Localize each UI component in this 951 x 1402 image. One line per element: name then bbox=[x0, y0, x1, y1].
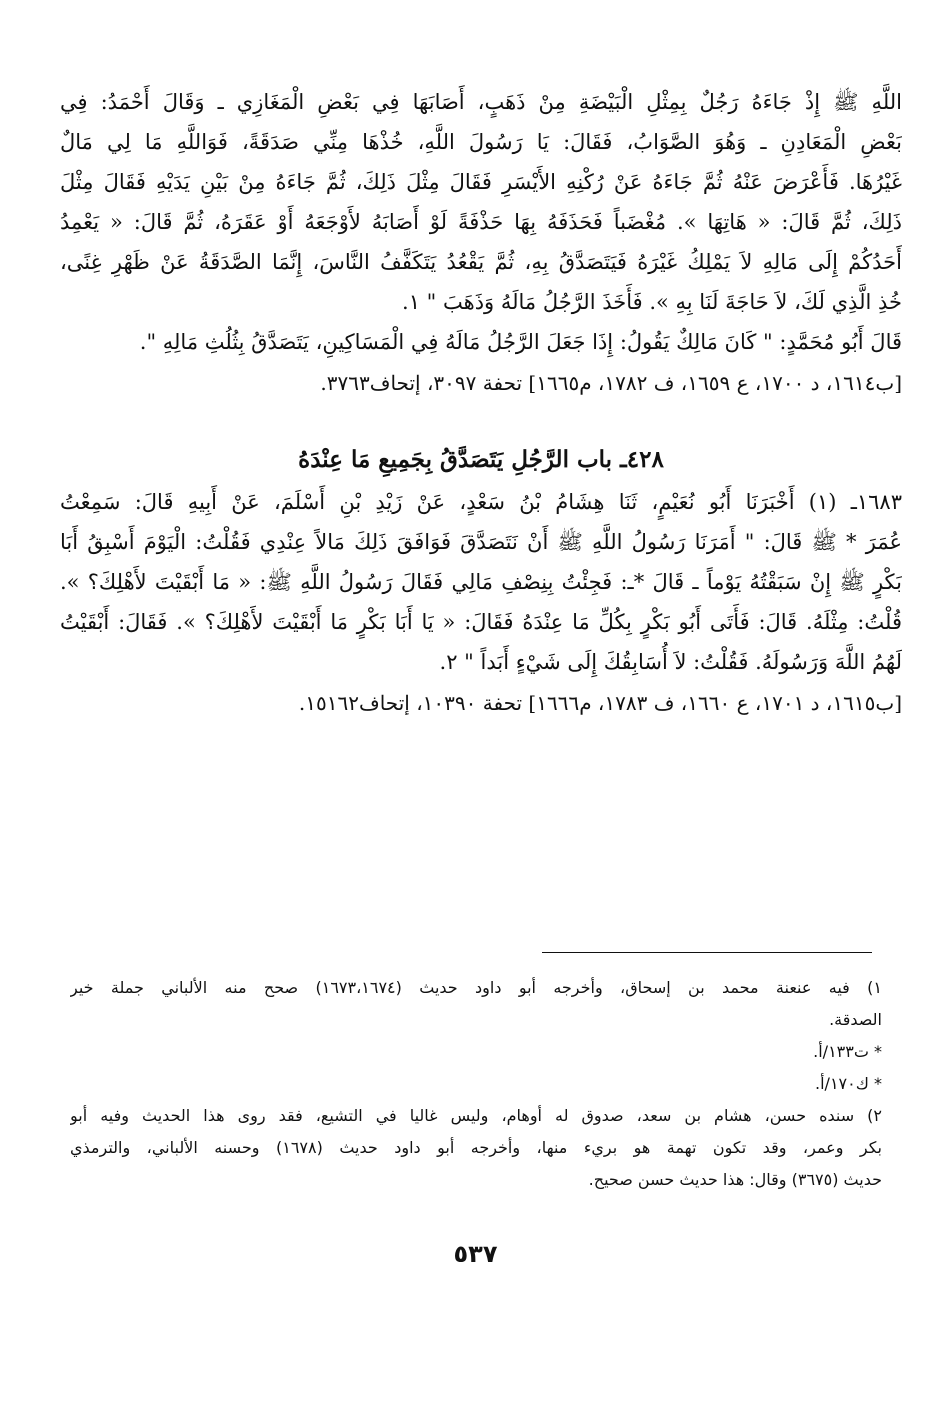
footnote-line: * ت١٣٣/أ. bbox=[813, 1042, 882, 1061]
footnote-line: الصدقة. bbox=[829, 1010, 882, 1029]
hadith-reference: [ب١٦١٤، د ١٧٠٠، ع ١٦٥٩، ف ١٧٨٢، م١٦٦٥] تحفة ٣٠٩٧، إتحاف٣٧٦٣. bbox=[320, 371, 902, 395]
page-number: ٥٣٧ bbox=[453, 1240, 498, 1268]
text-line: بَعْضِ الْمَعَادِنِ ـ وَهُوَ الصَّوَابُ، فَقَالَ: يَا رَسُولَ اللَّهِ، خُذْهَا مِنِّي صَدَقَةً، فَوَاللَّهِ مَا لِي مَالٌ bbox=[60, 130, 902, 154]
text-line: غَيْرُهَا. فَأَعْرَضَ عَنْهُ ثُمَّ جَاءَهُ عَنْ رُكْنِهِ الأَيْسَرِ فَقَالَ مِثْلَ ذَلِكَ، ثُمَّ جَاءَهُ مِنْ بَيْنِ يَدَيْهِ فَقَالَ مِثْلَ bbox=[60, 170, 902, 194]
footnote-line: ١) فيه عنعنة محمد بن إسحاق، وأخرجه أبو داود حديث (١٦٧٣،١٦٧٤) صحح منه الألباني جملة خير bbox=[70, 978, 882, 997]
text-line: قُلْتُ: مِثْلَهُ. قَالَ: فَأَتَى أَبُو بَكْرٍ بِكُلِّ مَا عِنْدَهُ فَقَالَ: « يَا أَبَا بَكْرٍ مَا أَبْقَيْتَ لأَهْلِكَ؟ ». فَقَالَ: أَبْقَيْتُ bbox=[60, 610, 902, 634]
footnote-line: بكر وعمر، وقد تكون تهمة هو بريء منها، وأخرجه أبو داود حديث (١٦٧٨) وحسنه الألباني، والترمذي bbox=[70, 1138, 882, 1157]
hadith-1682 bbox=[60, 82, 902, 404]
hadith-reference: [ب١٦١٥، د ١٧٠١، ع ١٦٦٠، ف ١٧٨٣، م١٦٦٦] تحفة ١٠٣٩٠، إتحاف١٥١٦٢. bbox=[298, 691, 902, 715]
text-line: لَهُمُ اللَّهَ وَرَسُولَهُ. فَقُلْتُ: لاَ أُسَابِقُكَ إِلَى شَيْءٍ أَبَداً " ٢. bbox=[439, 650, 902, 674]
footnote-line: ٢) سنده حسن، هشام بن سعد، صدوق له أوهام، وليس غاليا في التشيع، فقد روى هذا الحديث وفيه أبو bbox=[70, 1106, 882, 1125]
footnotes bbox=[70, 972, 882, 1196]
text-line: خُذِ الَّذِي لَكَ، لاَ حَاجَةَ لَنَا بِهِ ». فَأَخَذَ الرَّجُلُ مَالَهُ وَذَهَبَ " ١. bbox=[402, 290, 902, 314]
main-text bbox=[60, 82, 902, 724]
text-line: ذَلِكَ، ثُمَّ قَالَ: « هَاتِهَا ». مُغْضَباً فَحَذَفَهُ بِهَا حَذْفَةً لَوْ أَصَابَهُ لأَوْجَعَهُ أَوْ عَقَرَهُ، ثُمَّ قَالَ: « يَعْمِدُ bbox=[60, 210, 902, 234]
chapter-heading: ٤٢٨ـ باب الرَّجُلِ يَتَصَدَّقُ بِجَمِيعِ مَا عِنْدَهُ bbox=[298, 446, 664, 473]
text-line: اللَّهِ ﷺ إِذْ جَاءَهُ رَجُلٌ بِمِثْلِ الْبَيْضَةِ مِنْ ذَهَبٍ، أَصَابَهَا فِي بَعْضِ الْمَغَازِي ـ وَقَالَ أَحْمَدُ: فِي bbox=[60, 90, 902, 114]
text-line: أَحَدُكُمْ إِلَى مَالِهِ لاَ يَمْلِكُ غَيْرَهُ فَيَتَصَدَّقُ بِهِ، ثُمَّ يَقْعُدُ يَتَكَفَّفُ النَّاسَ، إِنَّمَا الصَّدَقَةُ عَنْ ظَهْرِ غِنًى، bbox=[60, 250, 902, 274]
footnote-line: حديث (٣٦٧٥) وقال: هذا حديث حسن صحيح. bbox=[588, 1170, 882, 1189]
hadith-1683 bbox=[60, 482, 902, 724]
text-line: عُمَرَ * ﷺ قَالَ: " أَمَرَنَا رَسُولُ اللَّهِ ﷺ أَنْ نَتَصَدَّقَ فَوَافَقَ ذَلِكَ مَالاً عِنْدِي فَقُلْتُ: الْيَوْمَ أَسْبِقُ أَبَا bbox=[60, 530, 902, 554]
text-line: ١٦٨٣ـ (١) أَخْبَرَنَا أَبُو نُعَيْمٍ، ثَنَا هِشَامُ بْنُ سَعْدٍ، عَنْ زَيْدِ بْنِ أَسْلَمَ، عَنْ أَبِيهِ قَالَ: سَمِعْتُ bbox=[60, 490, 902, 514]
text-line: قَالَ أَبُو مُحَمَّدٍ: " كَانَ مَالِكٌ يَقُولُ: إِذَا جَعَلَ الرَّجُلُ مَالَهُ فِي الْمَسَاكِينِ، يَتَصَدَّقُ بِثُلُثِ مَالِهِ ". bbox=[139, 330, 902, 354]
footnote-separator bbox=[542, 952, 872, 953]
text-line: بَكْرٍ ﷺ إِنْ سَبَقْتُهُ يَوْماً ـ قَالَ *ـ: فَجِئْتُ بِنِصْفِ مَالِي فَقَالَ رَسُولُ اللَّهِ ﷺ: « مَا أَبْقَيْتَ لأَهْلِكَ؟ ». bbox=[60, 570, 902, 594]
footnote-line: * ك١٧٠/أ. bbox=[815, 1074, 882, 1093]
